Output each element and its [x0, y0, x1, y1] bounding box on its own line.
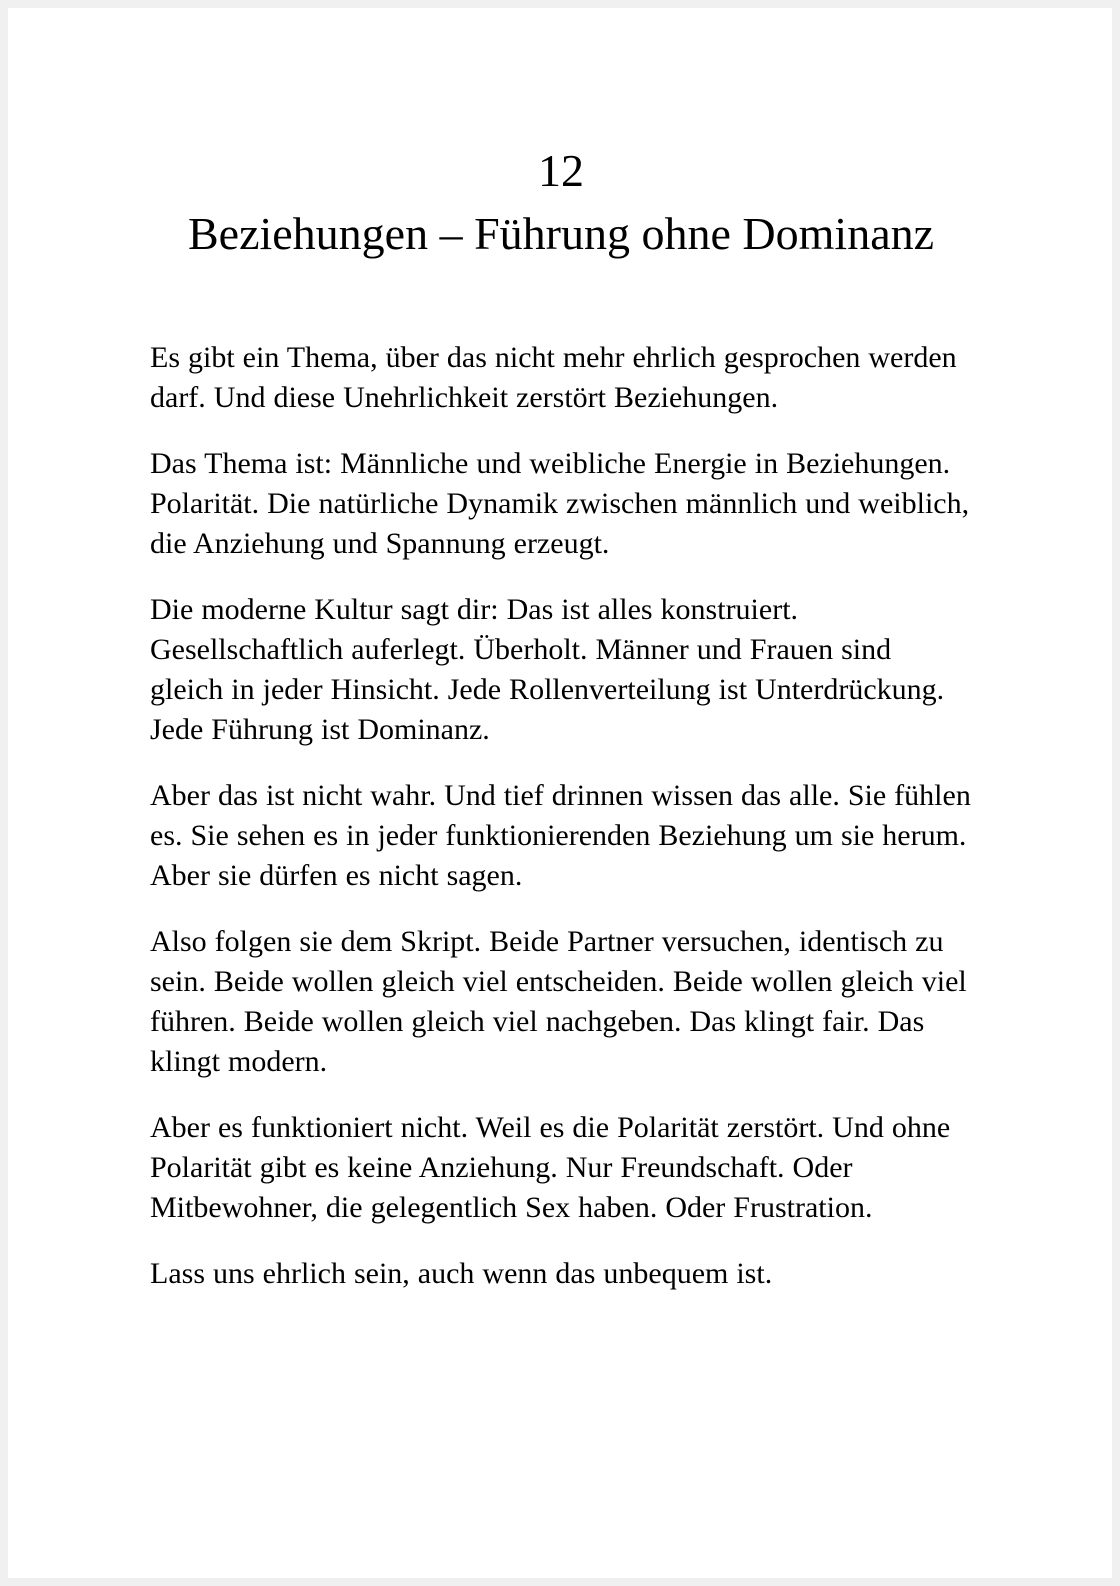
chapter-title: Beziehungen – Führung ohne Dominanz — [187, 208, 935, 259]
chapter-body — [150, 338, 972, 1294]
book-page — [8, 8, 1112, 1578]
chapter-heading — [150, 139, 972, 265]
chapter-number: 12 — [538, 145, 584, 196]
paragraph: Aber es funktioniert nicht. Weil es die Polarität zerstört. Und ohne Polarität gibt es keine Anziehung. Nur Freundschaft. Oder Mitbewohner, die gelegentlich Sex haben. Oder Frustration. — [150, 1111, 951, 1224]
paragraph: Die moderne Kultur sagt dir: Das ist alles konstruiert. Gesellschaftlich auferlegt. Überholt. Männer und Frauen sind gleich in jeder Hinsicht. Jede Rollenverteilung ist Unterdrückung. Jede Führung ist Dominanz. — [150, 593, 945, 746]
paragraph: Lass uns ehrlich sein, auch wenn das unbequem ist. — [150, 1257, 773, 1290]
chapter-content — [8, 8, 1112, 1294]
paragraph: Also folgen sie dem Skript. Beide Partner versuchen, identisch zu sein. Beide wollen gleich viel entscheiden. Beide wollen gleich viel führen. Beide wollen gleich viel nachgeben. Das klingt fair. Das klingt modern. — [150, 925, 967, 1078]
paragraph: Das Thema ist: Männliche und weibliche Energie in Beziehungen. Polarität. Die natürliche Dynamik zwischen männlich und weiblich, die Anziehung und Spannung erzeugt. — [150, 447, 970, 560]
paragraph: Aber das ist nicht wahr. Und tief drinnen wissen das alle. Sie fühlen es. Sie sehen es in jeder funktionierenden Beziehung um sie herum. Aber sie dürfen es nicht sagen. — [150, 779, 971, 892]
paragraph: Es gibt ein Thema, über das nicht mehr ehrlich gesprochen werden darf. Und diese Unehrlichkeit zerstört Beziehungen. — [150, 341, 957, 414]
